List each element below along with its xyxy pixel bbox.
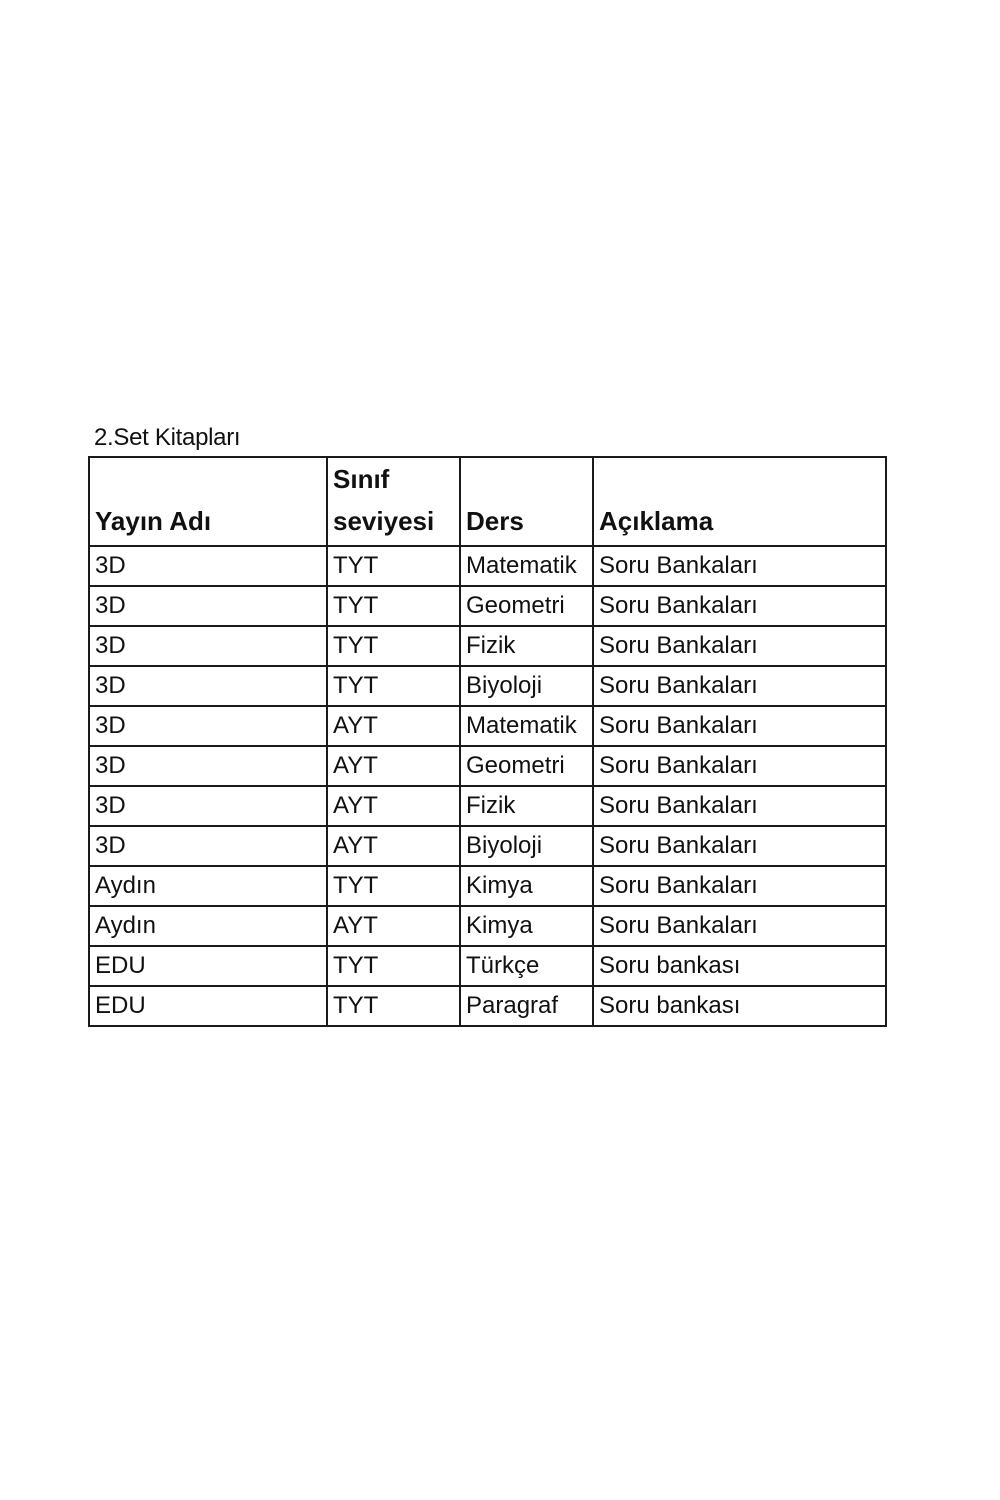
header-description: Açıklama (593, 457, 886, 546)
table-row (89, 546, 886, 586)
cell-level: AYT (327, 786, 460, 826)
cell-publisher: Aydın (89, 906, 327, 946)
table-row (89, 986, 886, 1026)
cell-level: TYT (327, 946, 460, 986)
cell-description: Soru Bankaları (593, 906, 886, 946)
cell-publisher: Aydın (89, 866, 327, 906)
cell-publisher: 3D (89, 706, 327, 746)
cell-publisher: 3D (89, 786, 327, 826)
cell-subject: Geometri (460, 746, 593, 786)
header-subject: Ders (460, 457, 593, 546)
cell-level: AYT (327, 826, 460, 866)
header-publisher: Yayın Adı (89, 457, 327, 546)
cell-subject: Fizik (460, 786, 593, 826)
cell-description: Soru Bankaları (593, 546, 886, 586)
cell-description: Soru Bankaları (593, 666, 886, 706)
cell-level: TYT (327, 866, 460, 906)
cell-subject: Paragraf (460, 986, 593, 1026)
cell-subject: Matematik (460, 546, 593, 586)
cell-description: Soru Bankaları (593, 706, 886, 746)
cell-publisher: EDU (89, 946, 327, 986)
cell-level: AYT (327, 746, 460, 786)
table-row (89, 586, 886, 626)
cell-description: Soru Bankaları (593, 626, 886, 666)
table-row (89, 866, 886, 906)
cell-level: TYT (327, 666, 460, 706)
cell-publisher: 3D (89, 586, 327, 626)
cell-subject: Kimya (460, 866, 593, 906)
cell-publisher: 3D (89, 546, 327, 586)
cell-description: Soru Bankaları (593, 826, 886, 866)
cell-level: TYT (327, 626, 460, 666)
cell-subject: Matematik (460, 706, 593, 746)
cell-level: AYT (327, 706, 460, 746)
header-level-line1: Sınıf (333, 464, 390, 494)
table-row (89, 706, 886, 746)
cell-level: AYT (327, 906, 460, 946)
cell-description: Soru Bankaları (593, 586, 886, 626)
cell-level: TYT (327, 546, 460, 586)
cell-description: Soru bankası (593, 986, 886, 1026)
table-row (89, 826, 886, 866)
cell-subject: Kimya (460, 906, 593, 946)
header-row (89, 457, 886, 546)
cell-description: Soru Bankaları (593, 866, 886, 906)
cell-subject: Geometri (460, 586, 593, 626)
table-row (89, 666, 886, 706)
cell-subject: Biyoloji (460, 666, 593, 706)
cell-publisher: EDU (89, 986, 327, 1026)
cell-subject: Fizik (460, 626, 593, 666)
header-level-line2: seviyesi (333, 506, 435, 536)
cell-level: TYT (327, 986, 460, 1026)
cell-subject: Biyoloji (460, 826, 593, 866)
cell-level: TYT (327, 586, 460, 626)
table-row (89, 946, 886, 986)
table-caption: 2.Set Kitapları (94, 424, 241, 451)
table-row (89, 906, 886, 946)
books-table (88, 456, 887, 1027)
table-row (89, 786, 886, 826)
cell-publisher: 3D (89, 746, 327, 786)
table-row (89, 626, 886, 666)
cell-description: Soru Bankaları (593, 786, 886, 826)
cell-subject: Türkçe (460, 946, 593, 986)
header-level (327, 457, 460, 546)
cell-description: Soru Bankaları (593, 746, 886, 786)
cell-description: Soru bankası (593, 946, 886, 986)
cell-publisher: 3D (89, 626, 327, 666)
cell-publisher: 3D (89, 666, 327, 706)
cell-publisher: 3D (89, 826, 327, 866)
table-row (89, 746, 886, 786)
